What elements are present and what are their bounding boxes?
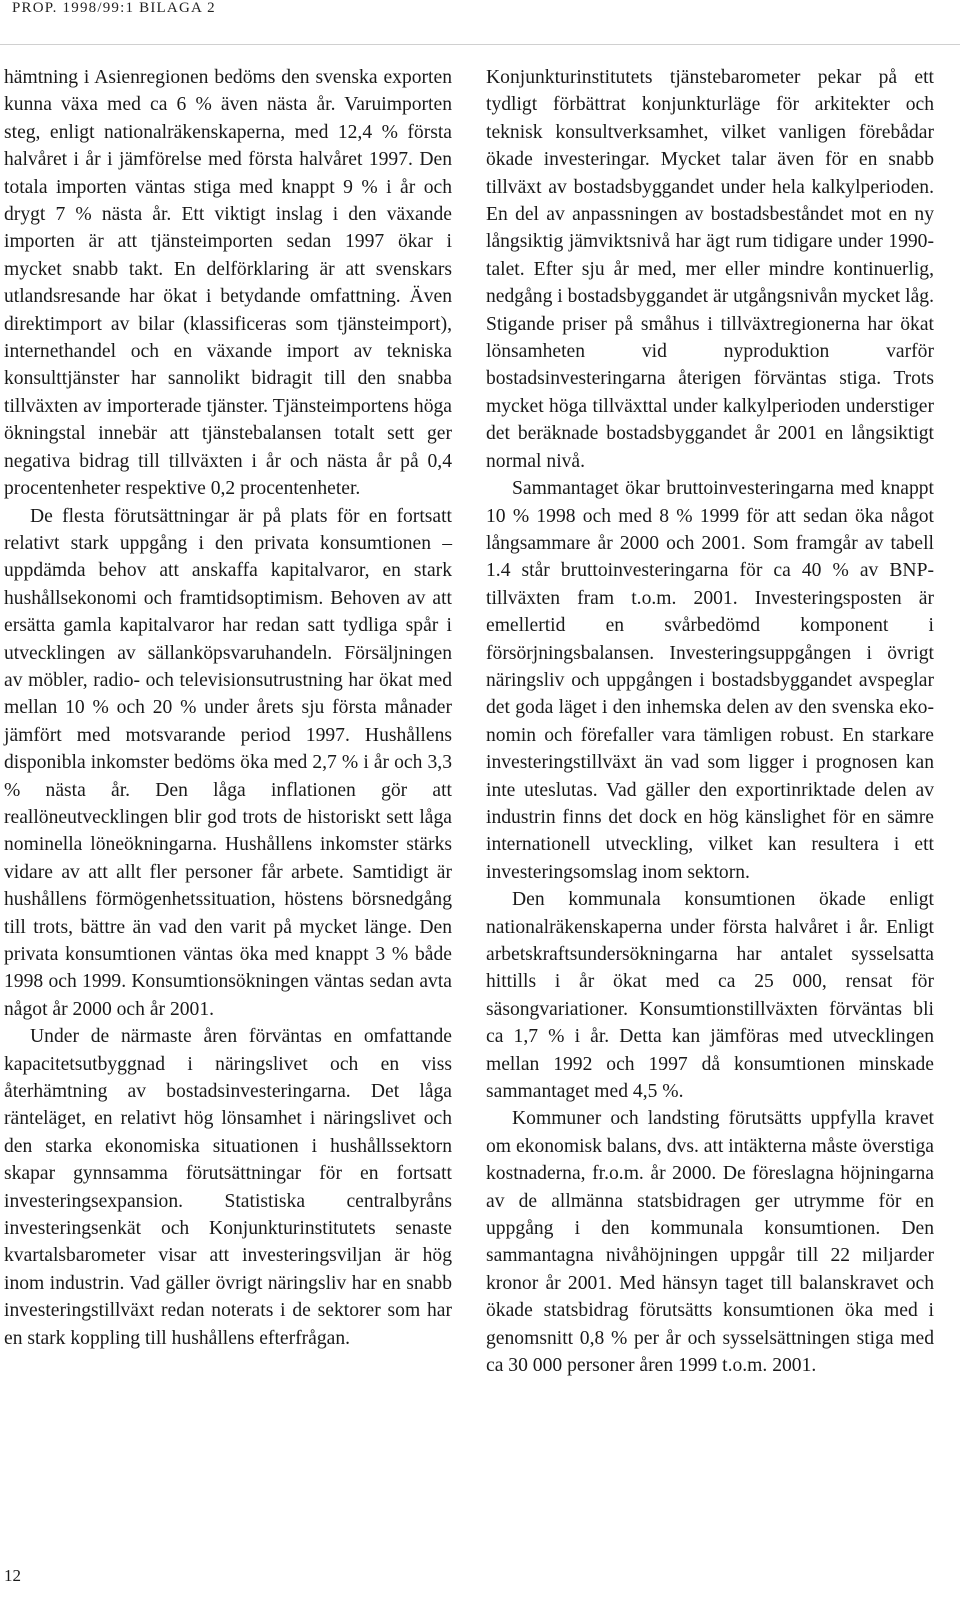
page-number: 12 — [4, 1566, 21, 1585]
running-head: PROP. 1998/99:1 BILAGA 2 — [12, 0, 216, 16]
right-paragraph-3: Den kommunala konsumtionen ökade enligt nationalräkenskaperna under första halvåret i år. Enligt arbetskraftsundersökningarna har antalet sysselsatta hittills i år ökat med ca 25 000, rensat för säsongvariationer. Konsumtionstillväxten förväntas bli ca 1,7 % i år. Detta kan jämföras med utvecklingen mellan 1992 och 1997 då konsumtionen minskade sammantaget med 4,5 %. — [486, 889, 934, 1103]
left-paragraph-1: hämtning i Asienregionen bedöms den svenska exporten kunna växa med ca 6 % även nästa år. Varuimporten steg, enligt nationalräkenskaperna, med 12,4 % första halvåret i år i jämförelse med första halvåret 1997. Den totala importen väntas stiga med knappt 9 % i år och drygt 7 % nästa år. Ett viktigt inslag i den växande importen är att tjänsteimporten sedan 1997 ökar i mycket snabb takt. En delförklaring är att svenskars utlandsresande har ökat i betydande omfattning. Även direktimport av bilar (klassificeras som tjänsteimport), internethandel och en växande import av tekniska konsulttjänster har sannolikt bidragit till den snabba tillväxten av importerade tjänster. Tjänsteimportens höga ökningstal innebär att tjänstebalansen totalt sett ger negativa bidrag till tillväxten i år och nästa år på 0,4 procentenheter respektive 0,2 procentenheter. — [4, 67, 452, 500]
left-column — [4, 64, 452, 1352]
right-column — [486, 64, 934, 1380]
left-paragraph-3: Under de närmaste åren förväntas en omfattande kapacitetsutbyggnad i näringslivet och en viss återhämtning av bostadsinvesteringarna. Det låga ränteläget, en relativt hög lönsamhet i näringslivet och den starka ekonomiska situationen i hushållssektorn skapar gynnsamma förutsättningar för en fortsatt investeringsexpansion. Statistiska centralbyråns investeringsenkät och Konjunkturinstitutets senaste kvartalsbarometer visar att investeringsviljan är hög inom industrin. Vad gäller övrigt näringsliv har en snabb investeringstillväxt redan noterats i de sektorer som har en stark koppling till hushållens efterfrågan. — [4, 1026, 452, 1349]
header-rule — [0, 44, 960, 45]
right-paragraph-1: Konjunkturinstitutets tjänstebarometer pekar på ett tydligt förbättrat konjunkturläge för arkitekter och teknisk konsultverksamhet, vilket vanligen förebådar ökade investeringar. Mycket talar även för en snabb tillväxt av bostadsbyggandet under hela kalkylperioden. En del av anpassningen av bostadsbeståndet mot en ny långsiktig jämviktsnivå har ägt rum tidigare under 1990-talet. Efter sju år med, mer eller mindre kontinuerlig, nedgång i bostadsbyggandet är utgångsnivån mycket låg. Stigande priser på småhus i tillväxtregionerna har ökat lönsamheten vid nyproduktion varför bostadsinvesteringarna återigen förväntas stiga. Trots mycket höga tillväxttal under kalkylperioden understiger det beräknade bostadsbyggandet år 2001 en långsiktigt normal nivå. — [486, 67, 934, 472]
right-paragraph-4: Kommuner och landsting förutsätts uppfylla kravet om ekonomisk balans, dvs. att intäkterna måste överstiga kostnaderna, fr.o.m. år 2000. De föreslagna höjningarna av de allmänna statsbidragen ger utrymme för en uppgång i den kommunala konsumtionen. Den sammantagna nivåhöjningen uppgår till 22 miljarder kronor år 2001. Med hänsyn taget till balanskravet och ökade statsbidrag förutsätts konsumtionen öka med i genomsnitt 0,8 % per år och sysselsättningen stiga med ca 30 000 personer åren 1999 t.o.m. 2001. — [486, 1108, 934, 1377]
right-paragraph-2: Sammantaget ökar bruttoinvesteringarna med knappt 10 % 1998 och med 8 % 1999 för att sedan öka något långsammare år 2000 och 2001. Som framgår av tabell 1.4 står bruttoinvesteringarna för ca 40 % av BNP-tillväxten fram t.o.m. 2001. Investeringsposten är emellertid en svårbedömd komponent i försörjningsbalansen. Investeringsuppgången i övrigt näringsliv och uppgången i bostadsbyggandet avspeglar det goda läget i den inhemska delen av den svenska ekonomin och förefaller vara tämligen robust. En starkare investeringstillväxt än vad som ligger i prognosen kan inte uteslutas. Vad gäller den exportinriktade delen av industrin finns det dock en hög känslighet för en sämre internationell utveckling, vilket kan resultera i ett investeringsomslag inom sektorn. — [486, 478, 934, 883]
left-paragraph-2: De flesta förutsättningar är på plats för en fortsatt relativt stark uppgång i den privata konsumtionen – uppdämda behov att anskaffa kapitalvaror, en stark hushållsekonomi och framtidsoptimism. Behoven av att ersätta gamla kapitalvaror har redan satt tydliga spår i utvecklingen av sällanköpsvaruhandeln. Försäljningen av möbler, radio- och televisionsutrustning har ökat med mellan 10 % och 20 % under årets sju första månader jämfört med motsvarande period 1997. Hushållens disponibla inkomster bedöms öka med 2,7 % i år och 3,3 % nästa år. Den låga inflationen gör att reallöneutvecklingen blir god trots de historiskt sett låga nominella löneökningarna. Hushållens inkomster stärks vidare av att allt fler personer får arbete. Samtidigt är hushållens förmögenhetssituation, höstens börsnedgång till trots, bättre än vad den varit på mycket länge. Den privata konsumtionen väntas öka med knappt 3 % både 1998 och 1999. Konsumtionsökningen väntas sedan avta något år 2000 och år 2001. — [4, 505, 452, 1020]
